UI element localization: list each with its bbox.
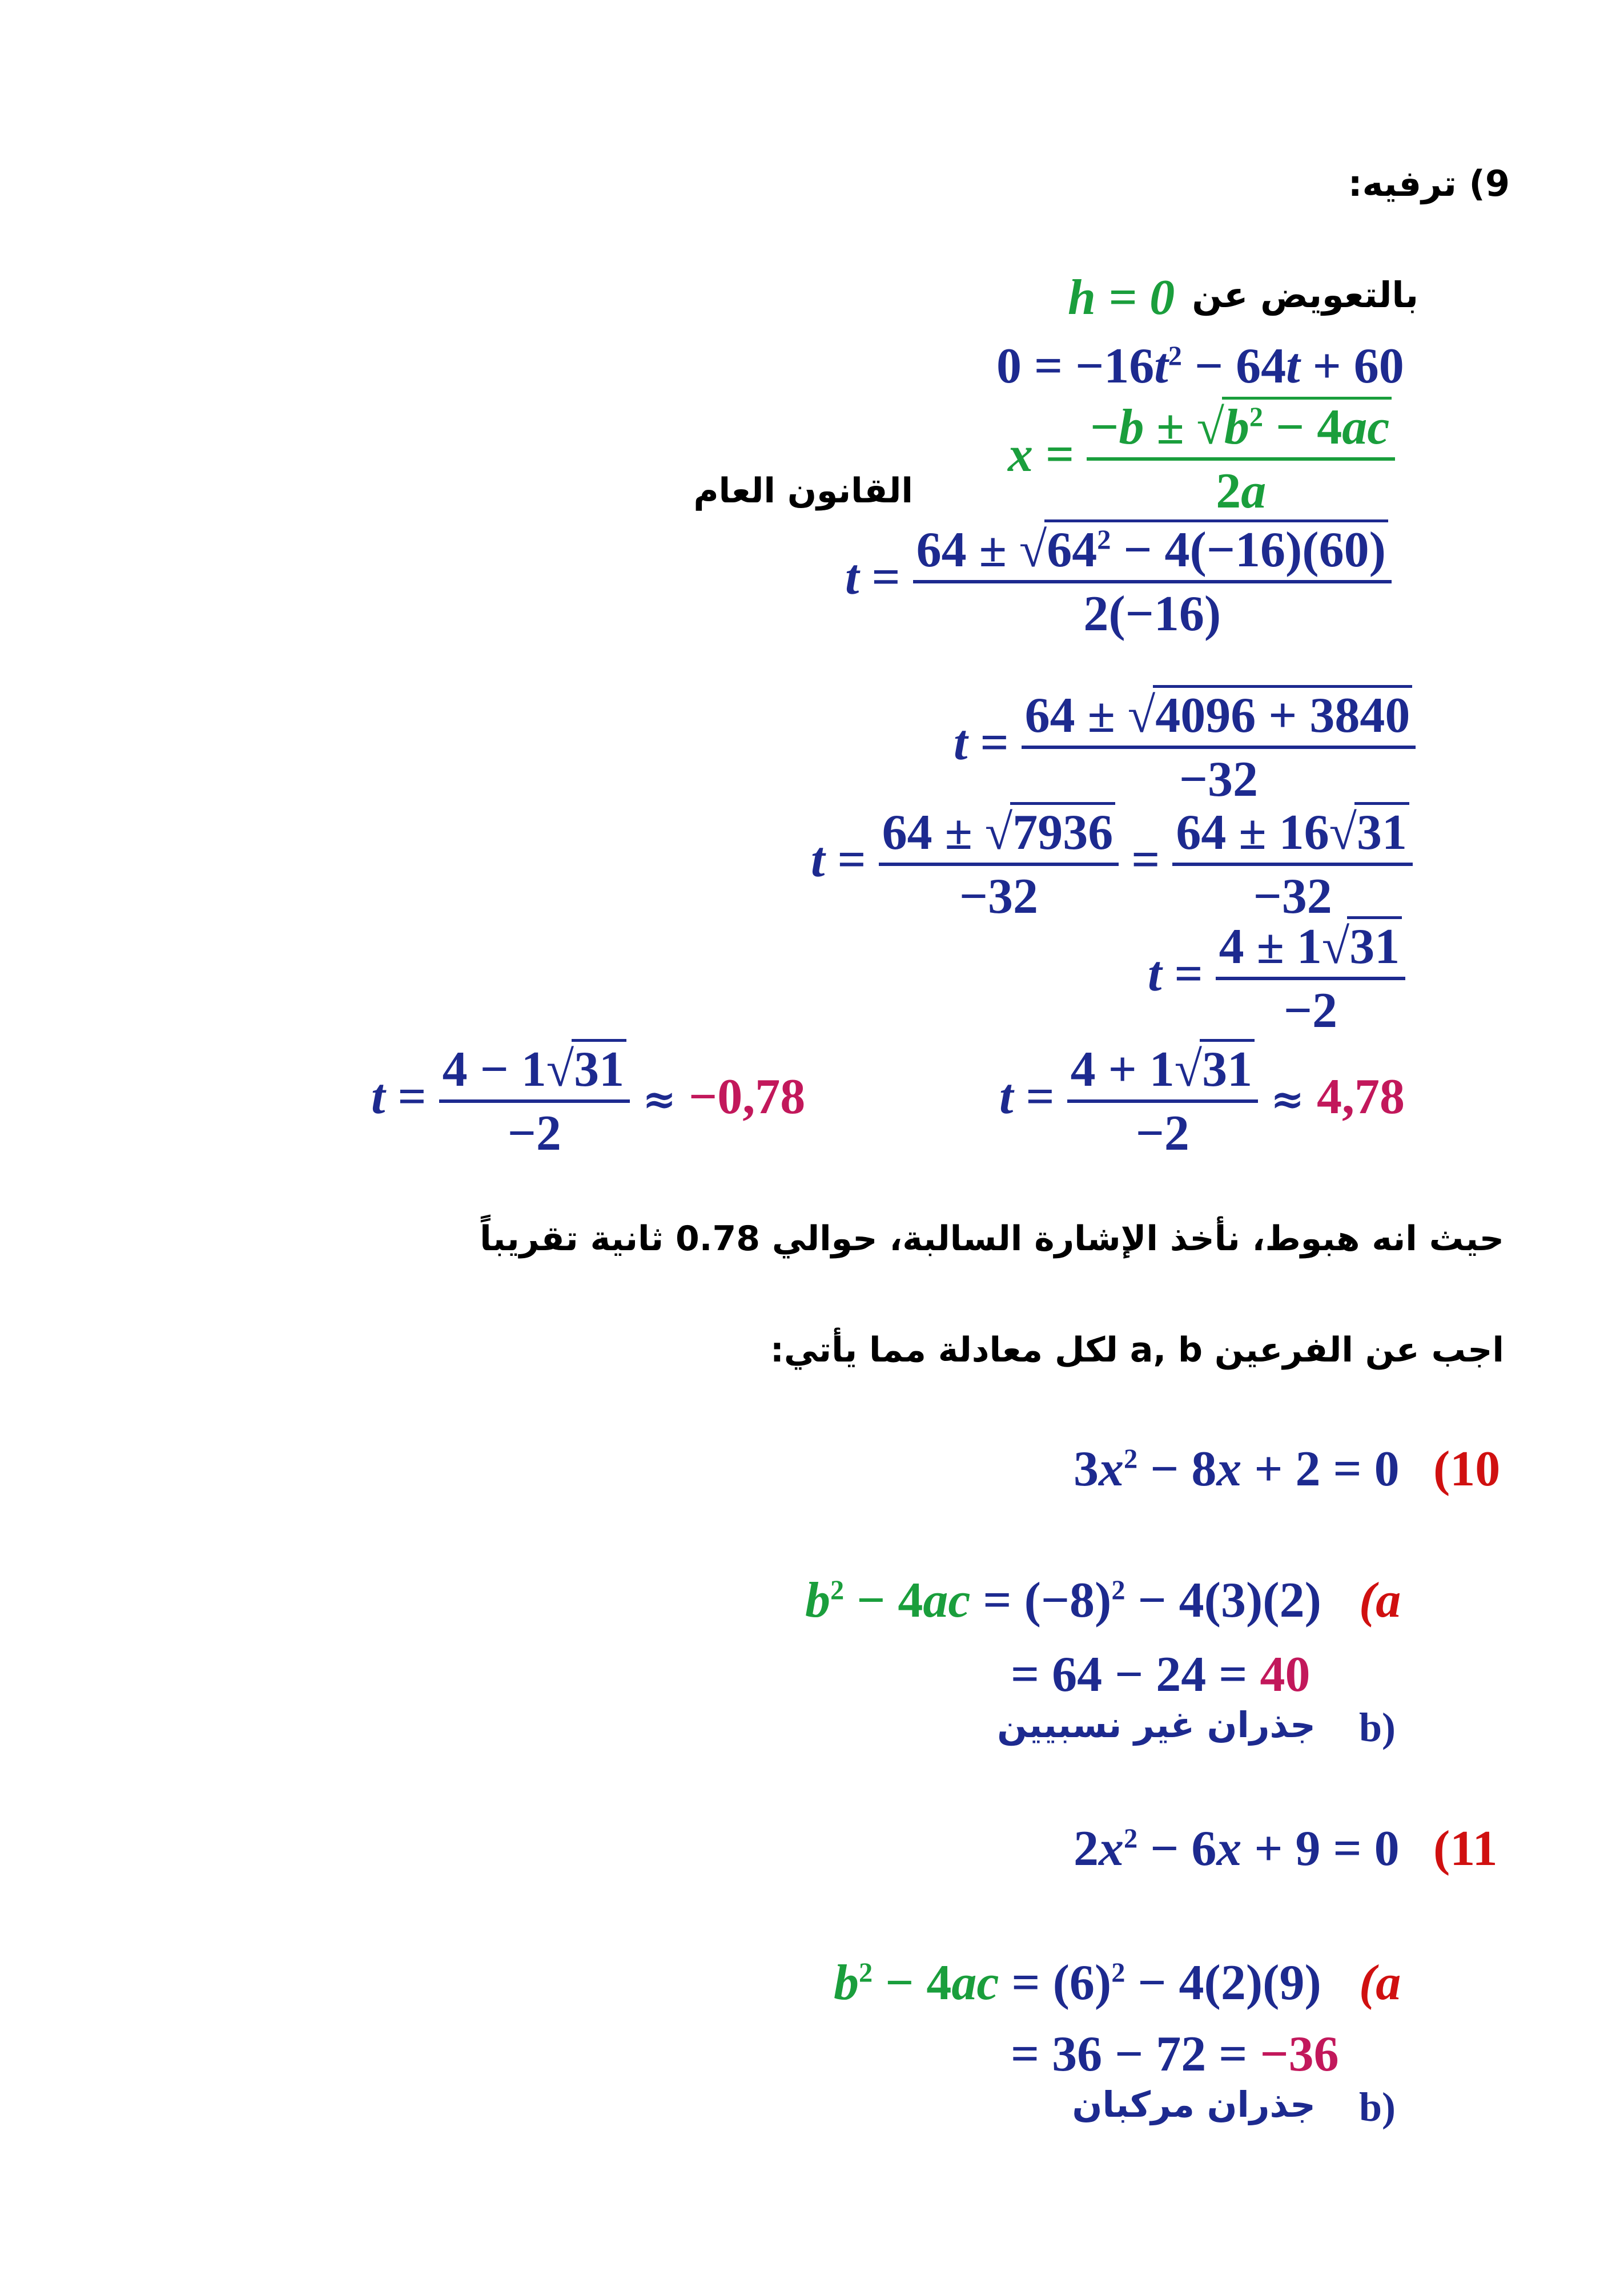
- root-negative-value: −0,78: [689, 1069, 806, 1125]
- problem-10-equation: $3x^2 - 8x + 2 = 0$: [1074, 1441, 1400, 1497]
- solution-conclusion: حيث انه هبوط، نأخذ الإشارة السالبة، حوالي 0.78 ثانية تقريباً: [480, 1219, 1504, 1259]
- substitution-text: بالتعويض عن: [1192, 274, 1418, 316]
- problem-11-calc: = 36 − 72 =: [1011, 2027, 1248, 2082]
- substitution-equation: h = 0: [1068, 270, 1175, 325]
- problem-11-part-a-result-line: [1011, 2029, 1339, 2080]
- quadratic-formula: x = $\frac{-b \pm √b^2 - 4ac}{2a}$: [1008, 402, 1395, 517]
- problem-10-part-a: $b^2 - 4ac = (-8)^2 - 4(3)(2)$: [805, 1573, 1321, 1628]
- simplified-formula-3: t = $\frac{4 \pm 1√31}{-2}$: [1148, 922, 1405, 1036]
- quadratic-equation-line: $0 = -16t^2 - 64t + 60$: [996, 339, 1404, 394]
- instruction-text: اجب عن الفرعين a, b لكل معادلة مما يأتي:: [770, 1330, 1504, 1370]
- problem-10-part-a-label: (a: [1359, 1573, 1401, 1628]
- substituted-formula: t = $\frac{64 \pm √64^2 - 4(-16)(60)}{2(-16)}$: [845, 525, 1392, 639]
- problem-10-calc: = 64 − 24 =: [1011, 1647, 1248, 1702]
- problem-11-part-a: $b^2 - 4ac = (6)^2 - 4(2)(9)$: [834, 1955, 1321, 2011]
- problem-11-part-a-label: (a: [1359, 1955, 1401, 2011]
- simplified-formula-1: t = $\frac{64 \pm √4096 + 3840}{-32}$: [954, 691, 1416, 805]
- simplified-formula-2: t = $\frac{64 \pm √7936}{-32}$ = $\frac{64 \pm 16√31}{-32}$: [811, 808, 1413, 922]
- problem-11-part-b-text: جذران مركبان: [1072, 2084, 1316, 2125]
- problem-11-result: −36: [1260, 2027, 1339, 2082]
- problem-10-part-a-result-line: [1011, 1647, 1311, 1702]
- root-negative: t = $\frac{4 - 1√31}{-2}$ ≈ −0,78: [371, 1045, 805, 1159]
- general-law-label: القانون العام: [693, 471, 913, 511]
- problem-11-equation: $2x^2 - 6x + 9 = 0$: [1074, 1821, 1400, 1876]
- root-positive-value: 4,78: [1317, 1069, 1405, 1125]
- problem-9-header: 9) ترفيه:: [1348, 163, 1510, 204]
- problem-11-number: (11: [1433, 1821, 1498, 1876]
- problem-10-result: 40: [1260, 1647, 1311, 1702]
- problem-10-number: (10: [1433, 1441, 1501, 1497]
- problem-10-part-b-label: b): [1359, 1705, 1396, 1750]
- problem-11-part-b-label: b): [1359, 2084, 1396, 2130]
- root-positive: t = $\frac{4 + 1√31}{-2}$ ≈ 4,78: [999, 1045, 1405, 1159]
- problem-10-part-b-text: جذران غير نسبيين: [997, 1704, 1316, 1746]
